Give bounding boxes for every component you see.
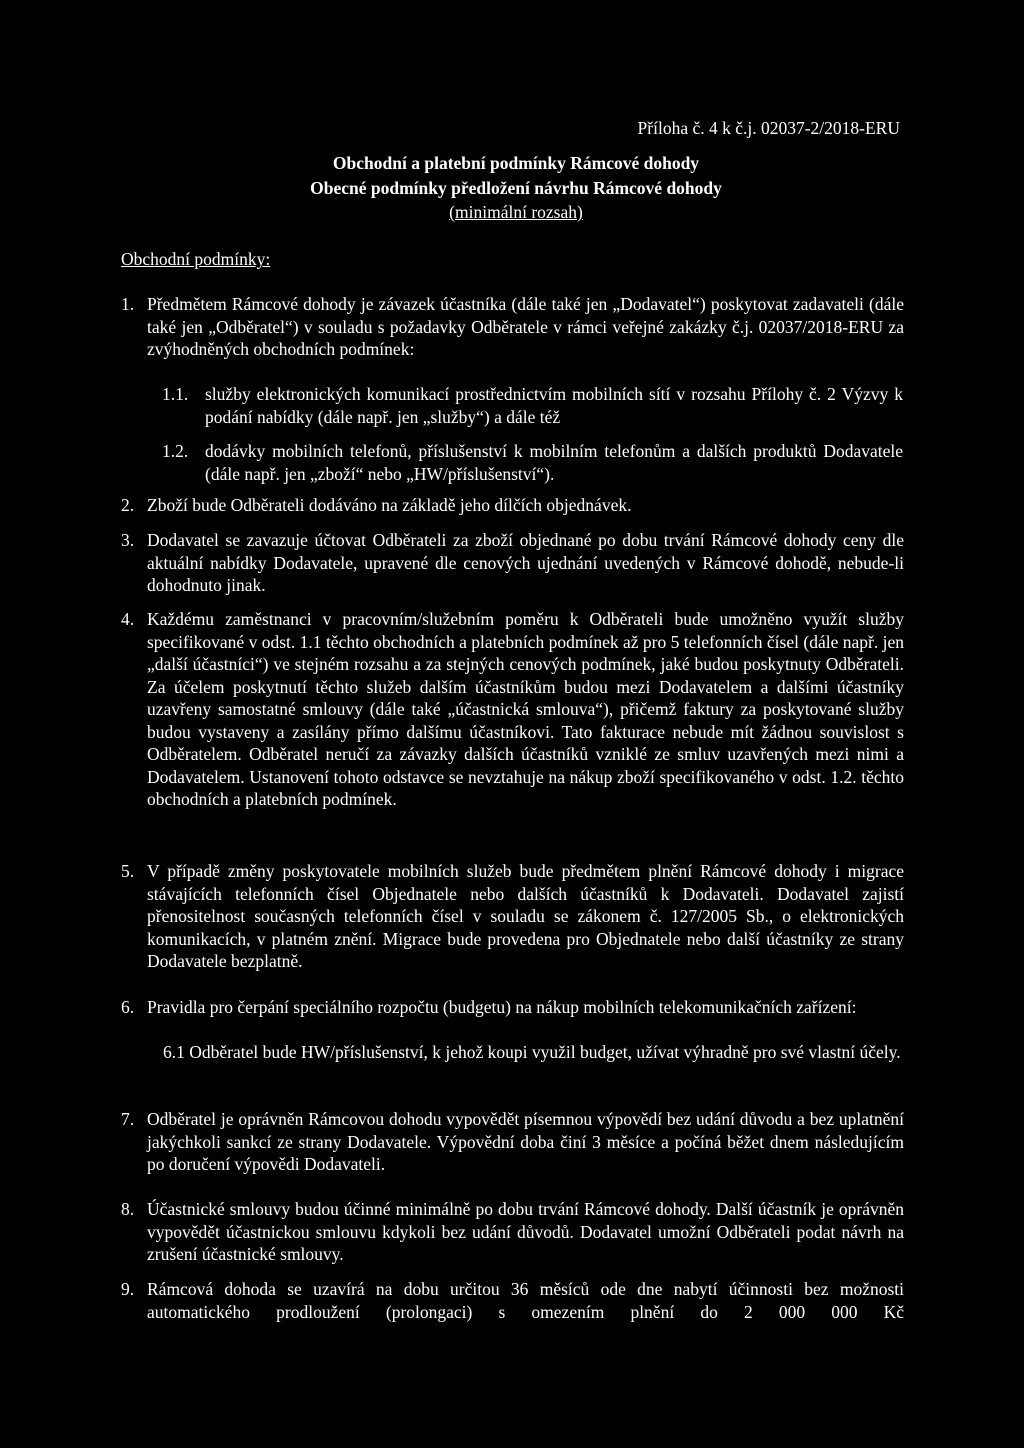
document-title: Obchodní a platební podmínky Rámcové dohody [332, 153, 700, 173]
list-item [163, 1041, 904, 1064]
item-text: Předmětem Rámcové dohody je závazek účastníka (dále také jen „Dodavatel“) poskytovat zadavateli (dále také jen „Odběratel“) v souladu s požadavky Odběratele v rámci veřejné zakázky č.j. 02037/2018-ERU za zvýhodněných obchodních podmínek: [147, 294, 904, 359]
item-number: 9. [121, 1279, 135, 1299]
section-heading: Obchodní podmínky: [121, 249, 271, 269]
list-item [121, 860, 904, 973]
list-item [121, 529, 904, 597]
item-number: 6. [121, 997, 135, 1017]
item-number: 1. [121, 294, 135, 314]
item-text: Rámcová dohoda se uzavírá na dobu určitou 36 měsíců ode dne nabytí účinnosti bez možnosti automatického prodloužení (prolongaci) s omezením plnění do 2 000 000 Kč [147, 1279, 904, 1322]
item-text: Odběratel bude HW/příslušenství, k jehož koupi využil budget, užívat výhradně pro své vlastní účely. [189, 1042, 901, 1062]
item-number: 1.1. [162, 384, 189, 404]
list-item [121, 1278, 904, 1323]
item-number: 5. [121, 861, 135, 881]
item-text: Odběratel je oprávněn Rámcovou dohodu vypovědět písemnou výpovědí bez udání důvodu a bez uplatnění jakýchkoli sankcí ze strany Dodavatele. Výpovědní doba činí 3 měsíce a počíná běžet dnem následujícím po doručení výpovědi Dodavateli. [147, 1109, 904, 1174]
list-item [121, 293, 904, 361]
annex-reference: Příloha č. 4 k č.j. 02037-2/2018-ERU [637, 118, 900, 138]
list-item [121, 494, 904, 517]
list-item [121, 1198, 904, 1266]
item-number: 1.2. [162, 441, 189, 461]
list-item [121, 1108, 904, 1176]
document-scope-note: (minimální rozsah) [449, 202, 583, 222]
item-number: 3. [121, 530, 135, 550]
item-text: služby elektronických komunikací prostřednictvím mobilních sítí v rozsahu Přílohy č. 2 Výzvy k podání nabídky (dále např. jen „služby“) a dále též [205, 384, 903, 427]
list-item [121, 608, 904, 811]
item-text: dodávky mobilních telefonů, příslušenství k mobilním telefonům a dalších produktů Dodavatele (dále např. jen „zboží“ nebo „HW/příslušenství“). [205, 441, 903, 484]
item-number: 7. [121, 1109, 135, 1129]
item-text: Pravidla pro čerpání speciálního rozpočtu (budgetu) na nákup mobilních telekomunikačních zařízení: [147, 997, 857, 1017]
item-number: 6.1 [163, 1042, 185, 1062]
item-number: 4. [121, 609, 135, 629]
item-text: Zboží bude Odběrateli dodáváno na základě jeho dílčích objednávek. [147, 495, 632, 515]
item-text: Každému zaměstnanci v pracovním/služebním poměru k Odběrateli bude umožněno využít služby specifikované v odst. 1.1 těchto obchodních a platebních podmínek až pro 5 telefonních čísel (dále např. jen „další účastníci“) ve stejném rozsahu a za stejných cenových podmínek, jaké budou poskytnuty Odběrateli. Za účelem poskytnutí těchto služeb dalším účastníkům budou mezi Dodavatelem a dalšími účastníky uzavřeny samostatné smlouvy (dále také „účastnická smlouva“), přičemž faktury za poskytované služby budou vystaveny a zasílány přímo dalšímu účastníkovi. Tato fakturace nebude mít žádnou souvislost s Odběratelem. Odběratel neručí za závazky dalších účastníků vzniklé ze smluv uzavřených mezi nimi a Dodavatelem. Ustanovení tohoto odstavce se nevztahuje na nákup zboží specifikovaného v odst. 1.2. těchto obchodních a platebních podmínek. [147, 609, 904, 809]
document-subtitle: Obecné podmínky předložení návrhu Rámcové dohody [310, 178, 722, 198]
item-number: 2. [121, 495, 135, 515]
item-text: Dodavatel se zavazuje účtovat Odběrateli za zboží objednané po dobu trvání Rámcové dohody ceny dle aktuální nabídky Dodavatele, upravené dle cenových ujednání uvedených v Rámcové dohodě, nebude-li dohodnuto jinak. [147, 530, 904, 595]
list-item [121, 996, 904, 1019]
item-text: Účastnické smlouvy budou účinné minimálně po dobu trvání Rámcové dohody. Další účastník je oprávněn vypovědět účastnickou smlouvu kdykoli bez udání důvodů. Dodavatel umožní Odběrateli podat návrh na zrušení účastnické smlouvy. [147, 1199, 904, 1264]
list-item [162, 383, 903, 428]
list-item [162, 440, 903, 485]
item-text: V případě změny poskytovatele mobilních služeb bude předmětem plnění Rámcové dohody i migrace stávajících telefonních čísel Objednatele nebo dalších účastníků k Dodavateli. Dodavatel zajistí přenositelnost současných telefonních čísel v souladu se zákonem č. 127/2005 Sb., o elektronických komunikacích, v platném znění. Migrace bude provedena pro Objednatele nebo další účastníky ze strany Dodavatele bezplatně. [147, 861, 904, 971]
item-number: 8. [121, 1199, 135, 1219]
